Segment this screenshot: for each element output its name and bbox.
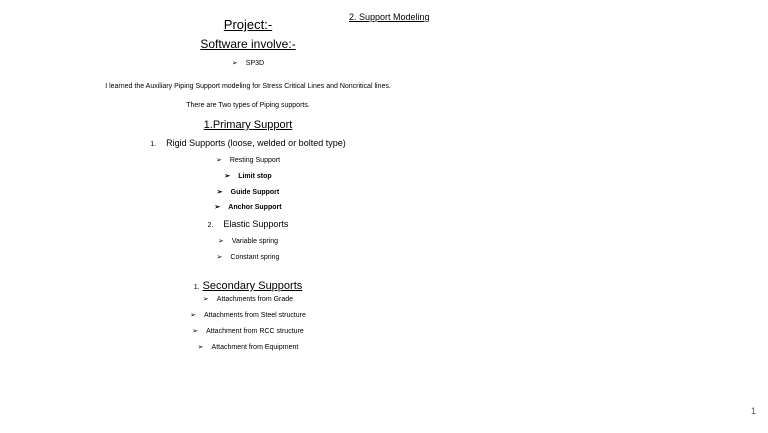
secondary-heading: 1. Secondary Supports <box>193 280 303 292</box>
list-number: 1. <box>150 141 157 148</box>
arrow-bullet-icon: ➢ <box>231 60 238 67</box>
elastic-supports-item: 2. Elastic Supports <box>207 219 289 229</box>
list-item: ➢ Attachment from Equipment <box>197 344 299 351</box>
section-header: 2. Support Modeling <box>349 12 430 22</box>
list-item: ➢ Attachment from RCC structure <box>192 328 304 335</box>
arrow-bullet-icon: ➢ <box>224 173 231 180</box>
list-item: ➢ Limit stop <box>224 173 272 180</box>
types-text: There are Two types of Piping supports. <box>186 102 310 109</box>
list-number: 1. <box>193 284 200 291</box>
list-number: 2. <box>207 222 214 229</box>
project-title: Project:- <box>223 17 273 32</box>
arrow-bullet-icon: ➢ <box>216 189 223 196</box>
list-item: ➢ Resting Support <box>215 157 281 164</box>
arrow-bullet-icon: ➢ <box>215 157 222 164</box>
list-item: ➢ Constant spring <box>216 254 280 261</box>
primary-heading: 1.Primary Support <box>203 119 293 131</box>
page-number: 1 <box>751 406 757 416</box>
arrow-bullet-icon: ➢ <box>217 238 224 245</box>
learned-text: I learned the Auxiliary Piping Support modeling for Stress Critical Lines and Noncritical lines. <box>105 83 391 90</box>
arrow-bullet-icon: ➢ <box>216 254 223 261</box>
arrow-bullet-icon: ➢ <box>190 312 196 319</box>
list-item: ➢ Anchor Support <box>214 204 282 211</box>
rigid-supports-item: 1. Rigid Supports (loose, welded or bolted type) <box>150 138 346 148</box>
arrow-bullet-icon: ➢ <box>192 328 199 335</box>
list-item: ➢ Guide Support <box>216 189 280 196</box>
arrow-bullet-icon: ➢ <box>202 296 209 303</box>
list-item: ➢ Attachments from Steel structure <box>190 312 306 319</box>
arrow-bullet-icon: ➢ <box>197 344 204 351</box>
arrow-bullet-icon: ➢ <box>214 204 221 211</box>
software-item: ➢ SP3D <box>231 60 265 67</box>
list-item: ➢ Variable spring <box>217 238 279 245</box>
software-title: Software involve:- <box>200 37 296 51</box>
list-item: ➢ Attachments from Grade <box>202 296 294 303</box>
